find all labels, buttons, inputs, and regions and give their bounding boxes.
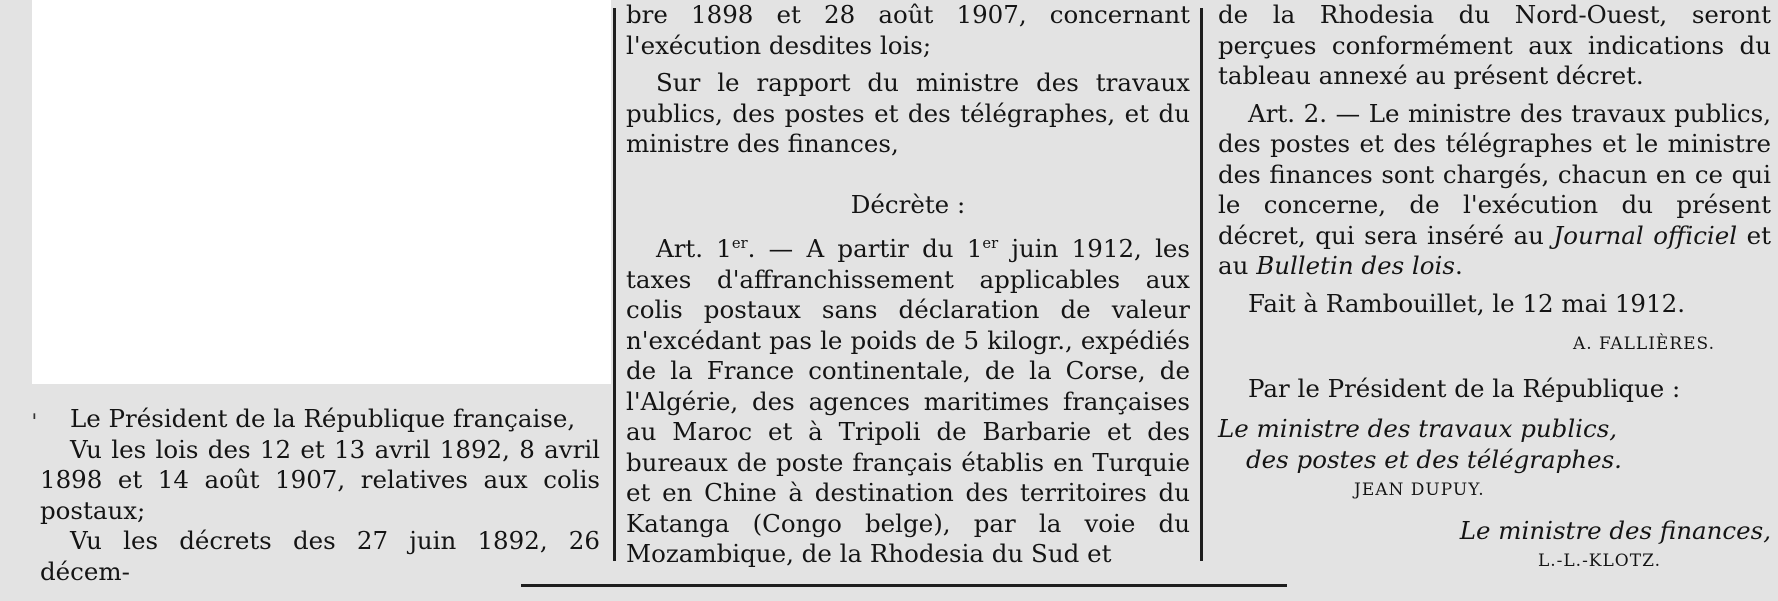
paragraph-president: Le Président de la République française,	[70, 404, 576, 433]
column-1	[40, 404, 600, 587]
paragraph-article-2: Art. 2. — Le ministre des travaux publics, des postes et des télégraphes et le ministre des finances sont chargés, chacun en ce qui le concerne, de l'exécution du présent décret, qui sera inséré au Journal officiel et au Bulletin des lois.	[1218, 98, 1771, 280]
paragraph-par-le-president: Par le Président de la République :	[1248, 373, 1681, 403]
paragraph-rapport: Sur le rapport du ministre des travaux publics, des postes et des télégraphes, et du ministre des finances,	[626, 68, 1190, 158]
column-rule-left	[613, 8, 616, 561]
paragraph-rhodesia: de la Rhodesia du Nord-Ouest, seront perçues conformément aux indications du tableau annexé au présent décret.	[1218, 0, 1771, 90]
signature-klotz: L.-L.-KLOTZ.	[1537, 551, 1661, 571]
paragraph-vu-lois: Vu les lois des 12 et 13 avril 1892, 8 avril 1898 et 14 août 1907, relatives aux colis postaux;	[40, 434, 600, 525]
minister-public-works-title-line2: des postes et des télégraphes.	[1246, 444, 1622, 474]
column-rule-right	[1200, 8, 1203, 561]
signature-jean-dupuy: JEAN DUPUY.	[1354, 480, 1485, 500]
bulletin-des-lois-italic: Bulletin des lois	[1256, 251, 1455, 280]
bottom-rule	[521, 584, 1287, 587]
signature-fallieres: A. FALLIÈRES.	[1572, 334, 1715, 354]
minister-public-works-title: Le ministre des travaux publics,	[1218, 414, 1618, 443]
article-1-label: Art. 1	[656, 234, 732, 263]
column-3	[1218, 0, 1771, 577]
article-1-text: juin 1912, les taxes d'affranchissement applicables aux colis postaux sans déclaration de valeur n'excédant pas le poids de 5 kilogr., expédiés de la France continentale, de la Corse, de l'Algérie, des agences maritimes françaises au Maroc et à Tripoli de Barbarie et des bureaux de poste français établis en Turquie et en Chine à destination des territoires du Katanga (Congo belge), par la voie du Mozambique, de la Rhodesia du Sud et	[626, 234, 1190, 568]
journal-officiel-italic: Journal officiel	[1553, 220, 1738, 250]
heading-decrete: Décrète :	[850, 189, 966, 219]
margin-mark: ˈ	[31, 410, 38, 438]
minister-finances-title: Le ministre des finances,	[1459, 515, 1771, 545]
paragraph-continuation: bre 1898 et 28 août 1907, concernant l'exécution desdites lois;	[626, 0, 1190, 60]
redacted-blank-area	[32, 0, 611, 384]
paragraph-article-1: Art. 1er. — A partir du 1er juin 1912, les taxes d'affranchissement applicables aux colis postaux sans déclaration de valeur n'excédant pas le poids de 5 kilogr., expédiés de la France continentale, de la Corse, de l'Algérie, des agences maritimes françaises au Maroc et à Tripoli de Barbarie et des bureaux de poste français établis en Turquie et en Chine à destination des territoires du Katanga (Congo belge), par la voie du Mozambique, de la Rhodesia du Sud et	[626, 234, 1190, 568]
column-2	[626, 0, 1190, 570]
paragraph-fait-a: Fait à Rambouillet, le 12 mai 1912.	[1248, 288, 1685, 318]
paragraph-vu-decrets: Vu les décrets des 27 juin 1892, 26 décem-	[40, 526, 600, 586]
